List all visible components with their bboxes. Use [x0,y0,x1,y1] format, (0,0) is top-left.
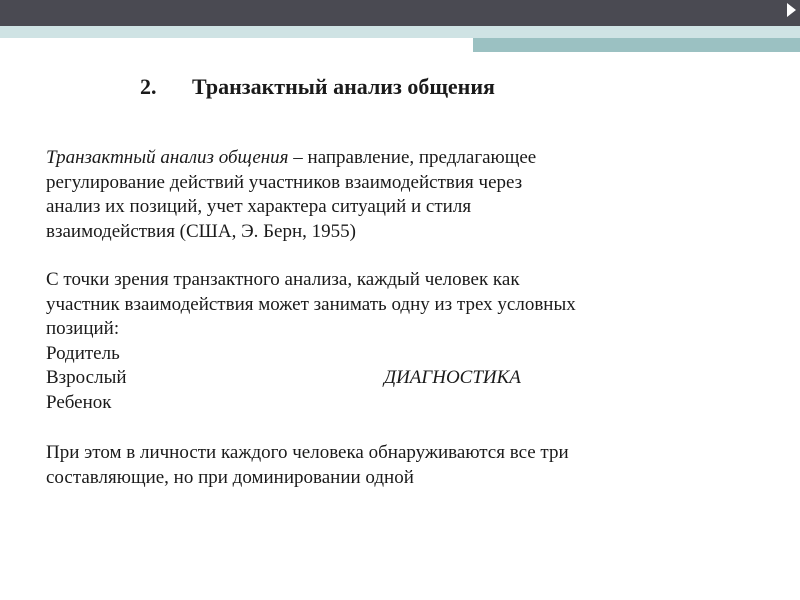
conclusion-line-2: составляющие, но при доминировании одной [46,466,414,488]
definition-paragraph [46,146,756,244]
positions-list [46,342,756,416]
conclusion-line-1: При этом в личности каждого человека обнаруживаются все три [46,442,569,463]
positions-intro-line-3: позиций: [46,318,120,339]
header-bar [0,0,800,26]
triangle-icon [787,3,796,17]
positions-intro-paragraph [46,268,756,342]
conclusion-paragraph [46,441,756,490]
position-adult: Взрослый [46,367,127,388]
positions-intro-line-2: участник взаимодействия может занимать одну из трех условных [46,293,576,315]
slide-body [46,146,756,490]
title-text: Транзактный анализ общения [192,74,495,99]
positions-intro-line-1: С точки зрения транзактного анализа, каждый человек как [46,269,520,290]
diagnostic-label: ДИАГНОСТИКА [384,367,521,388]
title-number: 2. [140,74,157,99]
slide-title [140,74,495,100]
definition-term: Транзактный анализ общения [46,147,289,168]
definition-line-3: анализ их позиций, учет характера ситуаций и стиля [46,196,472,217]
decorative-accent-band [473,38,800,52]
position-child: Ребенок [46,391,112,413]
decorative-band [0,26,800,38]
position-parent: Родитель [46,342,120,364]
definition-line-4: взаимодействия (США, Э. Берн, 1955) [46,220,356,242]
position-adult-row [46,366,756,391]
definition-line-2: регулирование действий участников взаимодействия через [46,171,523,193]
definition-line-1: – направление, предлагающее [288,147,537,168]
